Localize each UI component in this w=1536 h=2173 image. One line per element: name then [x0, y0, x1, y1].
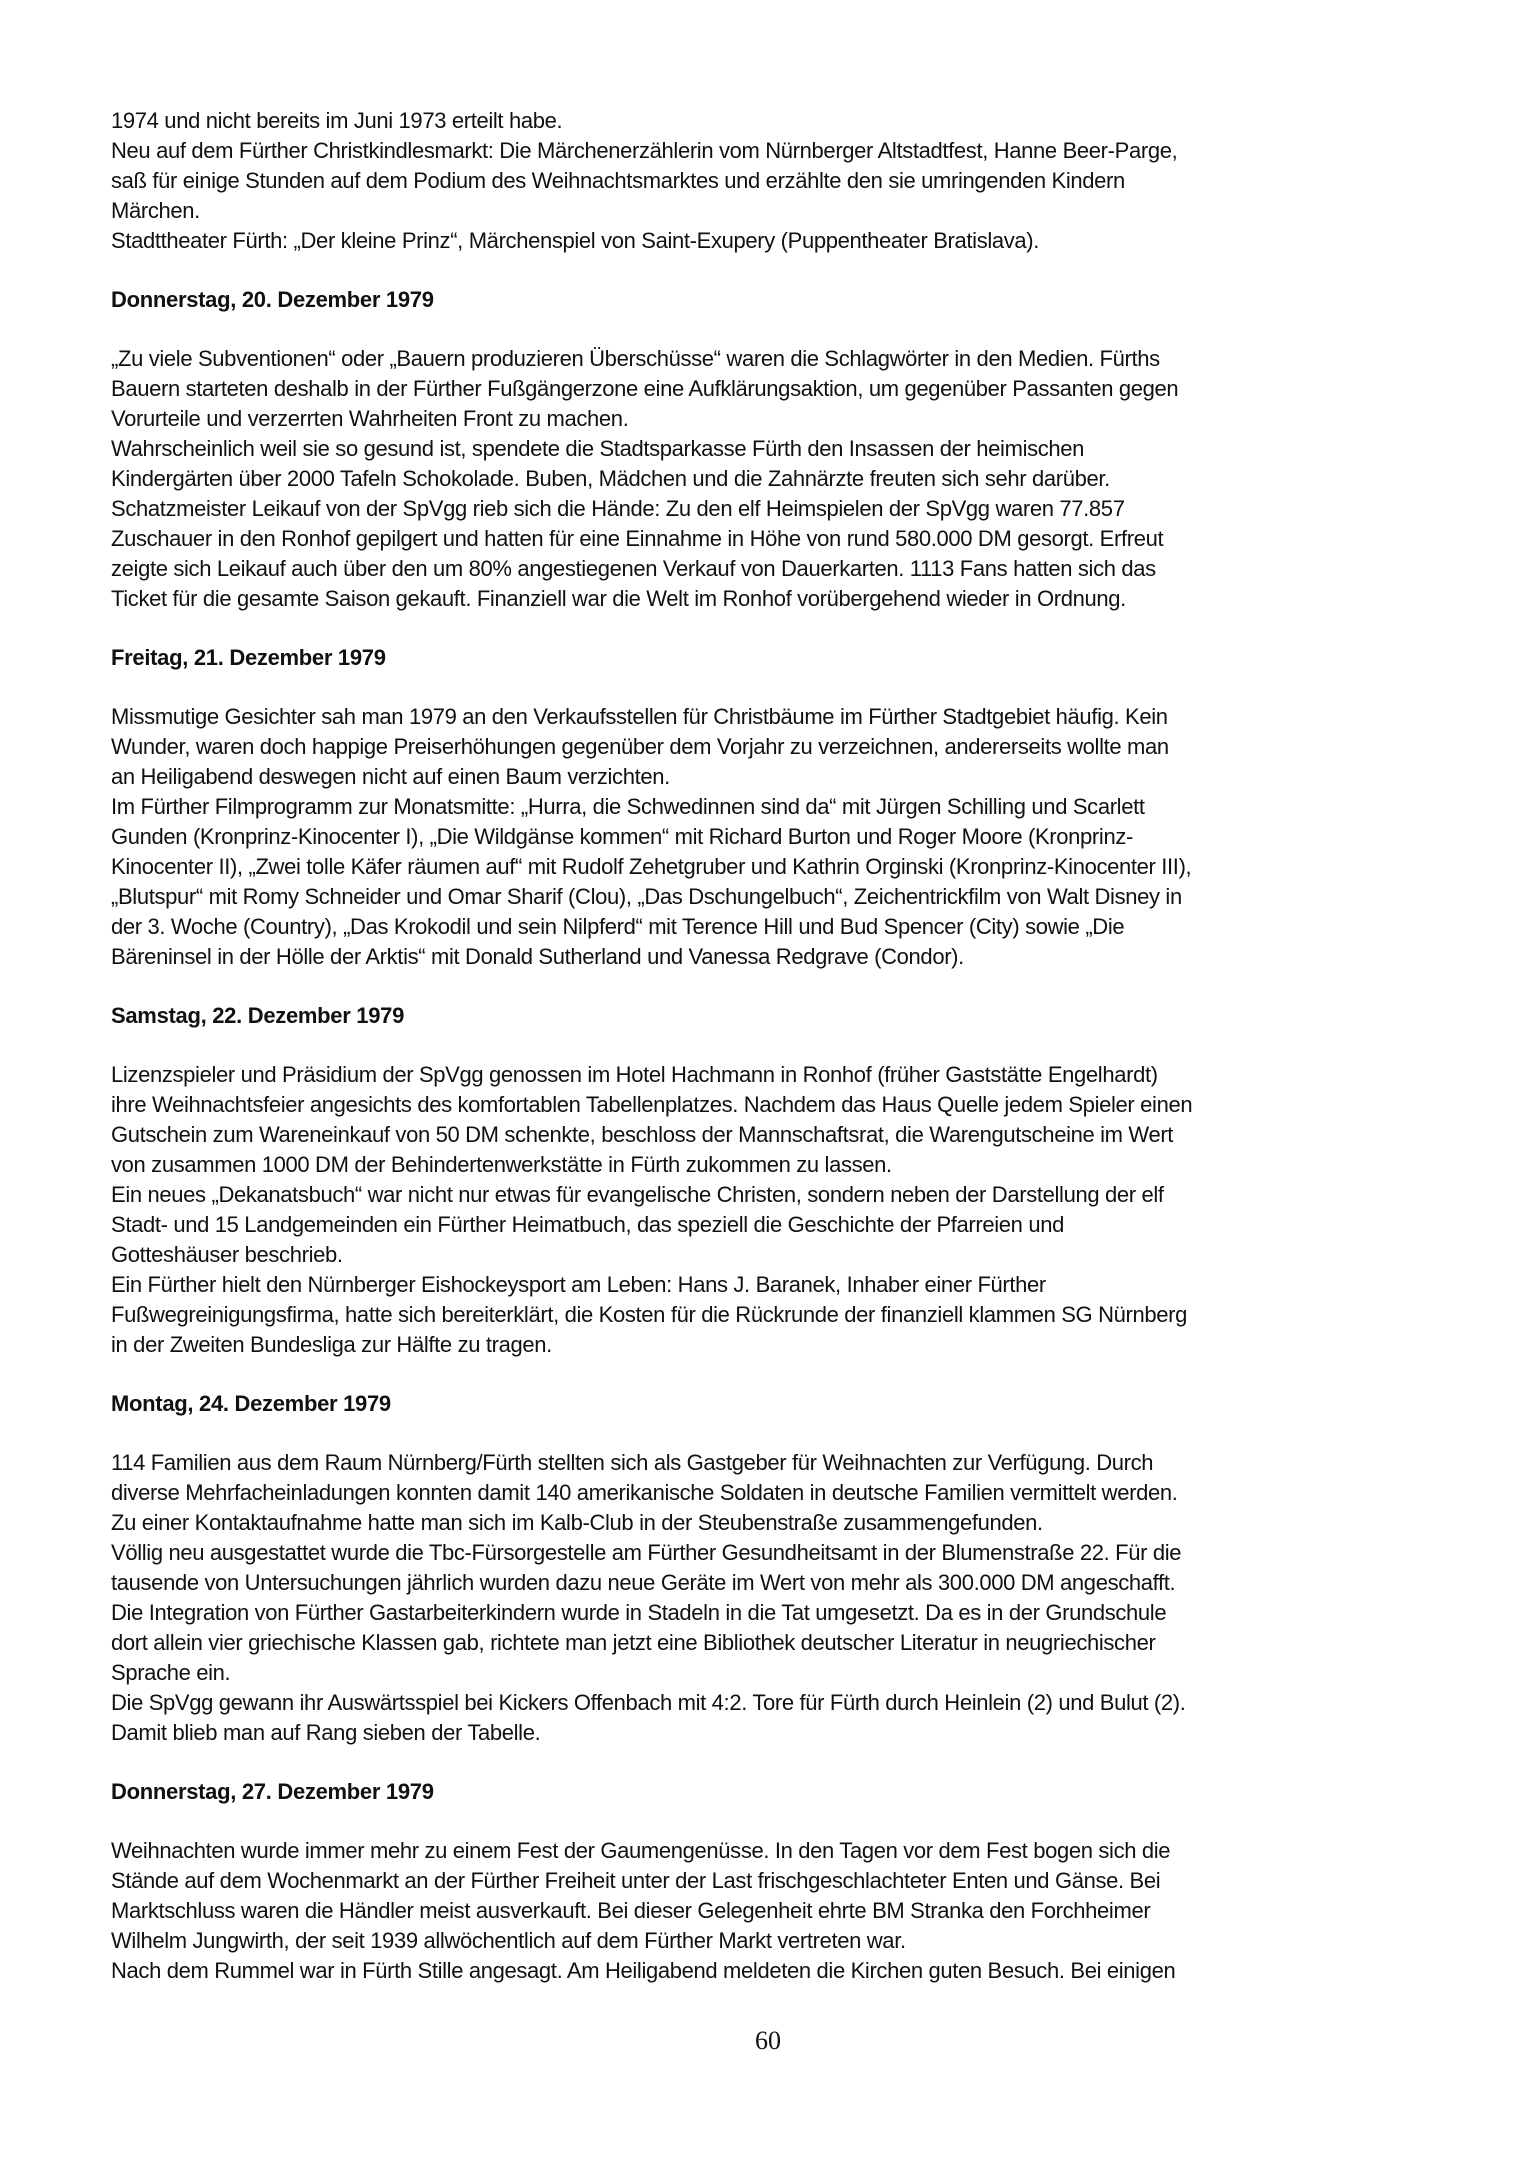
- text-line: Gutschein zum Wareneinkauf von 50 DM schenkte, beschloss der Mannschaftsrat, die Warengutscheine im Wert: [111, 1122, 1174, 1147]
- text-line: tausende von Untersuchungen jährlich wurden dazu neue Geräte im Wert von mehr als 300.000 DM angeschafft.: [111, 1570, 1176, 1595]
- entry-section-2112: [111, 643, 1456, 972]
- text-line: Fußwegreinigungsfirma, hatte sich bereiterklärt, die Kosten für die Rückrunde der finanziell klammen SG Nürnberg: [111, 1302, 1187, 1327]
- text-line: in der Zweiten Bundesliga zur Hälfte zu tragen.: [111, 1332, 552, 1357]
- text-line: Lizenzspieler und Präsidium der SpVgg genossen im Hotel Hachmann in Ronhof (früher Gaststätte Engelhardt): [111, 1062, 1158, 1087]
- text-line: Wahrscheinlich weil sie so gesund ist, spendete die Stadtsparkasse Fürth den Insassen der heimischen: [111, 436, 1085, 461]
- date-heading: Donnerstag, 20. Dezember 1979: [111, 287, 434, 312]
- text-line: Zu einer Kontaktaufnahme hatte man sich im Kalb-Club in der Steubenstraße zusammengefunden.: [111, 1510, 1043, 1535]
- text-line: Weihnachten wurde immer mehr zu einem Fest der Gaumengenüsse. In den Tagen vor dem Fest bogen sich die: [111, 1838, 1171, 1863]
- entry-section-2412: [111, 1389, 1456, 1748]
- text-line: Völlig neu ausgestattet wurde die Tbc-Fürsorgestelle am Fürther Gesundheitsamt in der Blumenstraße 22. Für die: [111, 1540, 1182, 1565]
- text-line: Wilhelm Jungwirth, der seit 1939 allwöchentlich auf dem Fürther Markt vertreten war.: [111, 1928, 906, 1953]
- date-heading: Montag, 24. Dezember 1979: [111, 1391, 391, 1416]
- text-line: Die Integration von Fürther Gastarbeiterkindern wurde in Stadeln in die Tat umgesetzt. Da es in der Grundschule: [111, 1600, 1167, 1625]
- text-line: 114 Familien aus dem Raum Nürnberg/Fürth stellten sich als Gastgeber für Weihnachten zur Verfügung. Durch: [111, 1450, 1154, 1475]
- text-line: Neu auf dem Fürther Christkindlesmarkt: Die Märchenerzählerin vom Nürnberger Altstadtfest, Hanne Beer-Parge,: [111, 138, 1178, 163]
- text-line: Märchen.: [111, 198, 200, 223]
- text-line: Ein Fürther hielt den Nürnberger Eishockeysport am Leben: Hans J. Baranek, Inhaber einer Fürther: [111, 1272, 1046, 1297]
- text-line: dort allein vier griechische Klassen gab, richtete man jetzt eine Bibliothek deutscher Literatur in neugriechischer: [111, 1630, 1156, 1655]
- text-line: ihre Weihnachtsfeier angesichts des komfortablen Tabellenplatzes. Nachdem das Haus Quelle jedem Spieler einen: [111, 1092, 1193, 1117]
- text-line: Bauern starteten deshalb in der Fürther Fußgängerzone eine Aufklärungsaktion, um gegenüber Passanten gegen: [111, 376, 1179, 401]
- text-line: Wunder, waren doch happige Preiserhöhungen gegenüber dem Vorjahr zu verzeichnen, andererseits wollte man: [111, 734, 1169, 759]
- date-heading: Donnerstag, 27. Dezember 1979: [111, 1779, 434, 1804]
- text-line: „Zu viele Subventionen“ oder „Bauern produzieren Überschüsse“ waren die Schlagwörter in den Medien. Fürths: [111, 346, 1160, 371]
- text-line: Nach dem Rummel war in Fürth Stille angesagt. Am Heiligabend meldeten die Kirchen guten Besuch. Bei einigen: [111, 1958, 1176, 1983]
- text-line: Ein neues „Dekanatsbuch“ war nicht nur etwas für evangelische Christen, sondern neben der Darstellung der elf: [111, 1182, 1164, 1207]
- text-line: Stadt- und 15 Landgemeinden ein Fürther Heimatbuch, das speziell die Geschichte der Pfarreien und: [111, 1212, 1064, 1237]
- text-line: zeigte sich Leikauf auch über den um 80% angestiegenen Verkauf von Dauerkarten. 1113 Fans hatten sich das: [111, 556, 1156, 581]
- entry-section-2012: [111, 285, 1456, 614]
- text-line: saß für einige Stunden auf dem Podium des Weihnachtsmarktes und erzählte den sie umringenden Kindern: [111, 168, 1125, 193]
- text-line: Vorurteile und verzerrten Wahrheiten Front zu machen.: [111, 406, 629, 431]
- text-line: Gunden (Kronprinz-Kinocenter I), „Die Wildgänse kommen“ mit Richard Burton und Roger Moore (Kronprinz-: [111, 824, 1133, 849]
- date-heading: Samstag, 22. Dezember 1979: [111, 1003, 405, 1028]
- text-line: Sprache ein.: [111, 1660, 231, 1685]
- text-line: „Blutspur“ mit Romy Schneider und Omar Sharif (Clou), „Das Dschungelbuch“, Zeichentrickfilm von Walt Disney in: [111, 884, 1182, 909]
- text-line: Im Fürther Filmprogramm zur Monatsmitte: „Hurra, die Schwedinnen sind da“ mit Jürgen Schilling und Scarlett: [111, 794, 1145, 819]
- text-line: Ticket für die gesamte Saison gekauft. Finanziell war die Welt im Ronhof vorübergehend wieder in Ordnung.: [111, 586, 1126, 611]
- entry-section-2712: [111, 1777, 1456, 1986]
- document-page: [111, 106, 1456, 1986]
- text-line: Missmutige Gesichter sah man 1979 an den Verkaufsstellen für Christbäume im Fürther Stadtgebiet häufig. Kein: [111, 704, 1168, 729]
- entry-section-2212: [111, 1001, 1456, 1360]
- text-line: Stadttheater Fürth: „Der kleine Prinz“, Märchenspiel von Saint-Exupery (Puppentheater Bratislava).: [111, 228, 1040, 253]
- text-line: Marktschluss waren die Händler meist ausverkauft. Bei dieser Gelegenheit ehrte BM Stranka den Forchheimer: [111, 1898, 1151, 1923]
- text-line: diverse Mehrfacheinladungen konnten damit 140 amerikanische Soldaten in deutsche Familien vermittelt werden.: [111, 1480, 1178, 1505]
- text-line: Die SpVgg gewann ihr Auswärtsspiel bei Kickers Offenbach mit 4:2. Tore für Fürth durch Heinlein (2) und Bulut (2).: [111, 1690, 1186, 1715]
- intro-section: [111, 106, 1456, 256]
- text-line: Bäreninsel in der Hölle der Arktis“ mit Donald Sutherland und Vanessa Redgrave (Condor).: [111, 944, 964, 969]
- text-line: der 3. Woche (Country), „Das Krokodil und sein Nilpferd“ mit Terence Hill und Bud Spencer (City) sowie „Die: [111, 914, 1125, 939]
- text-line: Zuschauer in den Ronhof gepilgert und hatten für eine Einnahme in Höhe von rund 580.000 DM gesorgt. Erfreut: [111, 526, 1164, 551]
- text-line: Stände auf dem Wochenmarkt an der Fürther Freiheit unter der Last frischgeschlachteter Enten und Gänse. Bei: [111, 1868, 1161, 1893]
- text-line: von zusammen 1000 DM der Behindertenwerkstätte in Fürth zukommen zu lassen.: [111, 1152, 892, 1177]
- text-line: Gotteshäuser beschrieb.: [111, 1242, 343, 1267]
- text-line: Damit blieb man auf Rang sieben der Tabelle.: [111, 1720, 541, 1745]
- text-line: 1974 und nicht bereits im Juni 1973 erteilt habe.: [111, 108, 563, 133]
- text-line: Kindergärten über 2000 Tafeln Schokolade. Buben, Mädchen und die Zahnärzte freuten sich sehr darüber.: [111, 466, 1110, 491]
- text-line: an Heiligabend deswegen nicht auf einen Baum verzichten.: [111, 764, 670, 789]
- text-line: Kinocenter II), „Zwei tolle Käfer räumen auf“ mit Rudolf Zehetgruber und Kathrin Orginski (Kronprinz-Kinocenter III),: [111, 854, 1192, 879]
- date-heading: Freitag, 21. Dezember 1979: [111, 645, 386, 670]
- page-number: 60: [755, 2026, 781, 2055]
- text-line: Schatzmeister Leikauf von der SpVgg rieb sich die Hände: Zu den elf Heimspielen der SpVgg waren 77.857: [111, 496, 1125, 521]
